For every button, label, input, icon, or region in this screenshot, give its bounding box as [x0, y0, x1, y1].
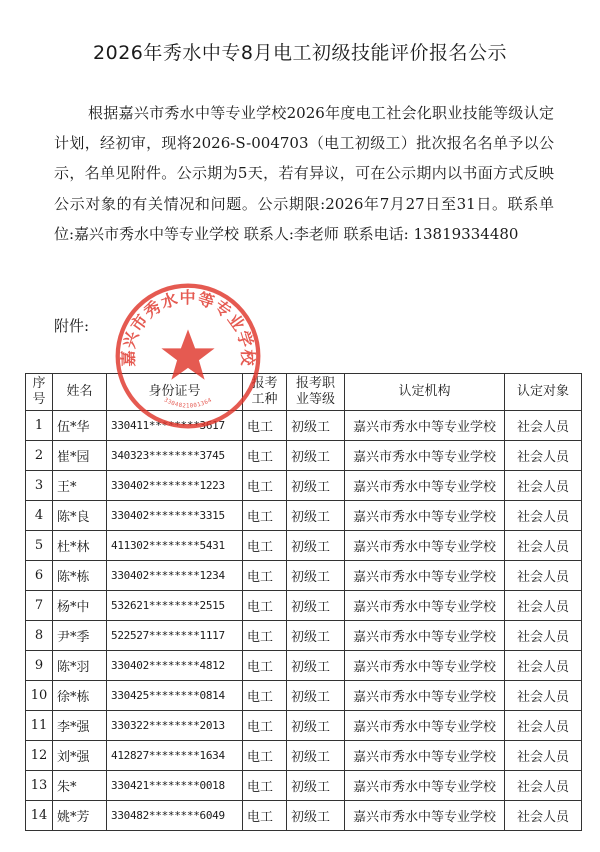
cell-name: 杜*林	[53, 531, 107, 561]
seal-text: 嘉兴市秀水中等专业学校	[118, 288, 258, 367]
cell-trade: 电工	[243, 531, 287, 561]
cell-org: 嘉兴市秀水中等专业学校	[345, 621, 505, 651]
cell-org: 嘉兴市秀水中等专业学校	[345, 651, 505, 681]
cell-no: 7	[26, 591, 53, 621]
cell-trade: 电工	[243, 501, 287, 531]
table-row	[26, 651, 582, 681]
svg-text:嘉兴市秀水中等专业学校	[119, 288, 258, 367]
cell-name: 李*强	[53, 711, 107, 741]
cell-id: 411302********5431	[107, 531, 243, 561]
cell-id: 340323********3745	[107, 441, 243, 471]
cell-target: 社会人员	[505, 741, 582, 771]
cell-no: 3	[26, 471, 53, 501]
cell-name: 尹*季	[53, 621, 107, 651]
cell-no: 4	[26, 501, 53, 531]
cell-level: 初级工	[287, 591, 345, 621]
cell-trade: 电工	[243, 711, 287, 741]
cell-target: 社会人员	[505, 621, 582, 651]
cell-id: 330411********3617	[107, 411, 243, 441]
cell-name: 徐*栋	[53, 681, 107, 711]
cell-id: 330402********1223	[107, 471, 243, 501]
table-header-row	[26, 374, 582, 411]
cell-name: 陈*羽	[53, 651, 107, 681]
cell-id: 522527********1117	[107, 621, 243, 651]
cell-id: 330482********6049	[107, 801, 243, 831]
cell-name: 王*	[53, 471, 107, 501]
table-row	[26, 711, 582, 741]
cell-org: 嘉兴市秀水中等专业学校	[345, 801, 505, 831]
cell-id: 330425********0814	[107, 681, 243, 711]
cell-trade: 电工	[243, 411, 287, 441]
table-row	[26, 741, 582, 771]
cell-level: 初级工	[287, 681, 345, 711]
cell-target: 社会人员	[505, 651, 582, 681]
cell-id: 532621********2515	[107, 591, 243, 621]
cell-name: 伍*华	[53, 411, 107, 441]
cell-target: 社会人员	[505, 411, 582, 441]
notice-body: 根据嘉兴市秀水中等专业学校2026年度电工社会化职业技能等级认定计划，经初审，现将2026-S-004703（电工初级工）批次报名名单予以公示，名单见附件。公示期为5天，若有异议，可在公示期内以书面方式反映公示对象的有关情况和问题。公示期限:2026年7月27日至31日。联系单位:嘉兴市秀水中等专业学校 联系人:李老师 联系电话: 13819334480	[54, 104, 554, 243]
cell-name: 朱*	[53, 771, 107, 801]
attachment-label: 附件:	[54, 317, 90, 335]
cell-trade: 电工	[243, 681, 287, 711]
cell-target: 社会人员	[505, 801, 582, 831]
cell-org: 嘉兴市秀水中等专业学校	[345, 681, 505, 711]
cell-target: 社会人员	[505, 441, 582, 471]
cell-no: 9	[26, 651, 53, 681]
table-row	[26, 801, 582, 831]
cell-no: 8	[26, 621, 53, 651]
header-cell: 序号	[26, 374, 53, 411]
cell-org: 嘉兴市秀水中等专业学校	[345, 711, 505, 741]
cell-id: 330402********4812	[107, 651, 243, 681]
cell-id: 330322********2013	[107, 711, 243, 741]
cell-level: 初级工	[287, 411, 345, 441]
table-row	[26, 771, 582, 801]
cell-level: 初级工	[287, 501, 345, 531]
cell-name: 陈*良	[53, 501, 107, 531]
cell-org: 嘉兴市秀水中等专业学校	[345, 531, 505, 561]
header-cell: 报考职业等级	[287, 374, 345, 411]
cell-level: 初级工	[287, 651, 345, 681]
cell-org: 嘉兴市秀水中等专业学校	[345, 561, 505, 591]
cell-target: 社会人员	[505, 591, 582, 621]
cell-trade: 电工	[243, 621, 287, 651]
cell-name: 陈*栋	[53, 561, 107, 591]
cell-level: 初级工	[287, 561, 345, 591]
cell-trade: 电工	[243, 441, 287, 471]
cell-level: 初级工	[287, 621, 345, 651]
cell-name: 杨*中	[53, 591, 107, 621]
cell-no: 2	[26, 441, 53, 471]
cell-no: 5	[26, 531, 53, 561]
cell-level: 初级工	[287, 471, 345, 501]
cell-org: 嘉兴市秀水中等专业学校	[345, 591, 505, 621]
cell-trade: 电工	[243, 651, 287, 681]
table-row	[26, 621, 582, 651]
cell-trade: 电工	[243, 561, 287, 591]
header-cell: 认定机构	[345, 374, 505, 411]
cell-name: 崔*园	[53, 441, 107, 471]
cell-trade: 电工	[243, 741, 287, 771]
table-row	[26, 501, 582, 531]
table-row	[26, 561, 582, 591]
cell-target: 社会人员	[505, 711, 582, 741]
cell-org: 嘉兴市秀水中等专业学校	[345, 471, 505, 501]
header-cell: 报考工种	[243, 374, 287, 411]
cell-target: 社会人员	[505, 561, 582, 591]
cell-level: 初级工	[287, 801, 345, 831]
cell-target: 社会人员	[505, 471, 582, 501]
cell-no: 6	[26, 561, 53, 591]
table-row	[26, 591, 582, 621]
table-row	[26, 471, 582, 501]
header-cell: 认定对象	[505, 374, 582, 411]
cell-org: 嘉兴市秀水中等专业学校	[345, 411, 505, 441]
cell-target: 社会人员	[505, 501, 582, 531]
cell-no: 13	[26, 771, 53, 801]
cell-name: 姚*芳	[53, 801, 107, 831]
table-row	[26, 441, 582, 471]
cell-no: 11	[26, 711, 53, 741]
table-row	[26, 411, 582, 441]
table-row	[26, 531, 582, 561]
cell-level: 初级工	[287, 711, 345, 741]
cell-target: 社会人员	[505, 531, 582, 561]
cell-org: 嘉兴市秀水中等专业学校	[345, 441, 505, 471]
cell-trade: 电工	[243, 771, 287, 801]
cell-no: 12	[26, 741, 53, 771]
cell-level: 初级工	[287, 771, 345, 801]
cell-id: 330402********3315	[107, 501, 243, 531]
cell-trade: 电工	[243, 801, 287, 831]
header-cell: 姓名	[53, 374, 107, 411]
table-row	[26, 681, 582, 711]
seal-serial: 3304821001364	[162, 397, 214, 410]
applicant-table	[25, 373, 582, 831]
cell-no: 1	[26, 411, 53, 441]
cell-target: 社会人员	[505, 771, 582, 801]
document-title: 2026年秀水中专8月电工初级技能评价报名公示	[93, 42, 507, 64]
cell-level: 初级工	[287, 531, 345, 561]
cell-no: 14	[26, 801, 53, 831]
cell-level: 初级工	[287, 741, 345, 771]
cell-target: 社会人员	[505, 681, 582, 711]
cell-trade: 电工	[243, 471, 287, 501]
cell-name: 刘*强	[53, 741, 107, 771]
cell-id: 330421********0018	[107, 771, 243, 801]
cell-no: 10	[26, 681, 53, 711]
header-cell: 身份证号	[107, 374, 243, 411]
cell-trade: 电工	[243, 591, 287, 621]
cell-id: 412827********1634	[107, 741, 243, 771]
cell-org: 嘉兴市秀水中等专业学校	[345, 741, 505, 771]
cell-org: 嘉兴市秀水中等专业学校	[345, 501, 505, 531]
cell-id: 330402********1234	[107, 561, 243, 591]
cell-org: 嘉兴市秀水中等专业学校	[345, 771, 505, 801]
cell-level: 初级工	[287, 441, 345, 471]
